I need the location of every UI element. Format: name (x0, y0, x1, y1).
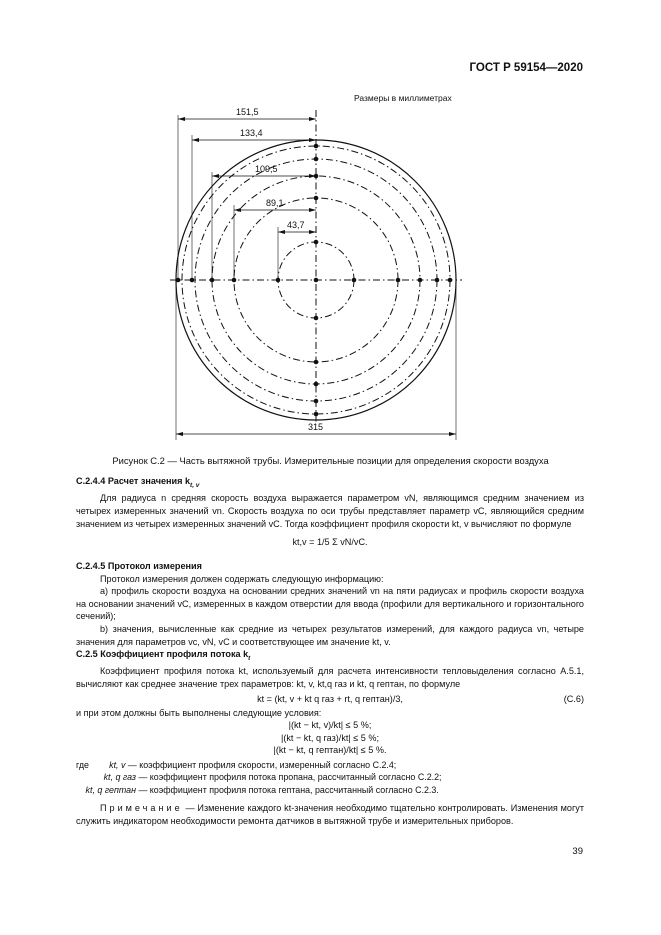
section-c245-intro: Протокол измерения должен содержать следующую информацию: (100, 573, 384, 584)
section-c25-text: Коэффициент профиля потока kt, используемый для расчета интенсивности тепловыделения согласно А.5.1, вычисляют как среднее значение трех параметров: kt, v, kt,q газ и kt, q гептан, по формуле (76, 666, 584, 689)
dim-151-5: 151,5 (236, 107, 259, 117)
section-c25 (76, 648, 584, 827)
section-c25-title: С.2.5 Коэффициент профиля потока $k_t$ (76, 649, 251, 662)
section-c245-item-b: b) значения, вычисленные как средние из четырех результатов измерений, для каждого радиуса vn, четыре значения для параметров vc, vN, vC и соответствующее им значение kt, v. (76, 623, 584, 647)
condition-1: |(kt − kt, v)/kt| ≤ 5 %; (288, 720, 372, 731)
condition-2: |(kt − kt, q газ)/kt| ≤ 5 %; (280, 732, 379, 743)
where-list: где kt, v — коэффициент профиля скорости, измеренный согласно С.2.4; kt, q газ — коэффициент профиля потока пропана, рассчитанный согласно С.2.2; kt, q гептан — коэффициент профиля потока гептана, рассчитанный согласно С.2.3. (76, 759, 442, 795)
section-c244 (76, 475, 584, 555)
note: Примечание — Изменение каждого kt-значения необходимо тщательно контролировать. Изменения могут служить индикатором необходимости ремонта датчиков в вытяжной трубе и измерительных приборов. (76, 803, 585, 826)
section-c244-text: Для радиуса n средняя скорость воздуха выражается параметром vN, являющимся средним значением из четырех измеренных значений vn. Скорость воздуха по оси трубы представляет параметр vC, являющийся средним значением из четырех измеренных значений vC. Тогда коэффициент профиля скорости kt, v вычисляют по формуле (76, 493, 584, 529)
dim-89-1: 89,1 (266, 198, 284, 208)
page-number: 39 (572, 846, 583, 857)
condition-3: |(kt − kt, q гептан)/kt| ≤ 5 %. (273, 745, 387, 756)
where-label: где (76, 759, 89, 770)
conditions-intro: и при этом должны быть выполнены следующие условия: (76, 707, 322, 718)
units-note: Размеры в миллиметрах (354, 93, 452, 103)
figure-caption: Рисунок С.2 — Часть вытяжной трубы. Измерительные позиции для определения скорости воздуха (112, 455, 549, 466)
formula-kt-v: kt,v = 1/5 Σ vN/vC. (292, 537, 368, 548)
section-c245-title: С.2.4.5 Протокол измерения (76, 561, 202, 571)
equation-number: (С.6) (563, 693, 584, 704)
dim-109-5: 109,5 (255, 164, 278, 174)
dim-133-4: 133,4 (240, 128, 263, 138)
dim-diameter: 315 (308, 422, 324, 432)
section-c244-title: С.2.4.4 Расчет значения $k_{t, v}$ (76, 476, 200, 489)
document-header: ГОСТ Р 59154—2020 (469, 62, 583, 74)
section-c245 (76, 560, 584, 648)
dim-43-7: 43,7 (287, 220, 305, 230)
section-c245-item-a: а) профиль скорости воздуха на основании средних значений vn на пяти радиусах и профиль скорости воздуха на основании значений vC, измеренных в каждом отверстии для ввода (профили для вертикального и горизонтального сечений); (76, 586, 584, 622)
exhaust-duct-figure (0, 0, 661, 450)
formula-kt: kt = (kt, v + kt q газ + rt, q гептан)/3, (257, 693, 403, 704)
